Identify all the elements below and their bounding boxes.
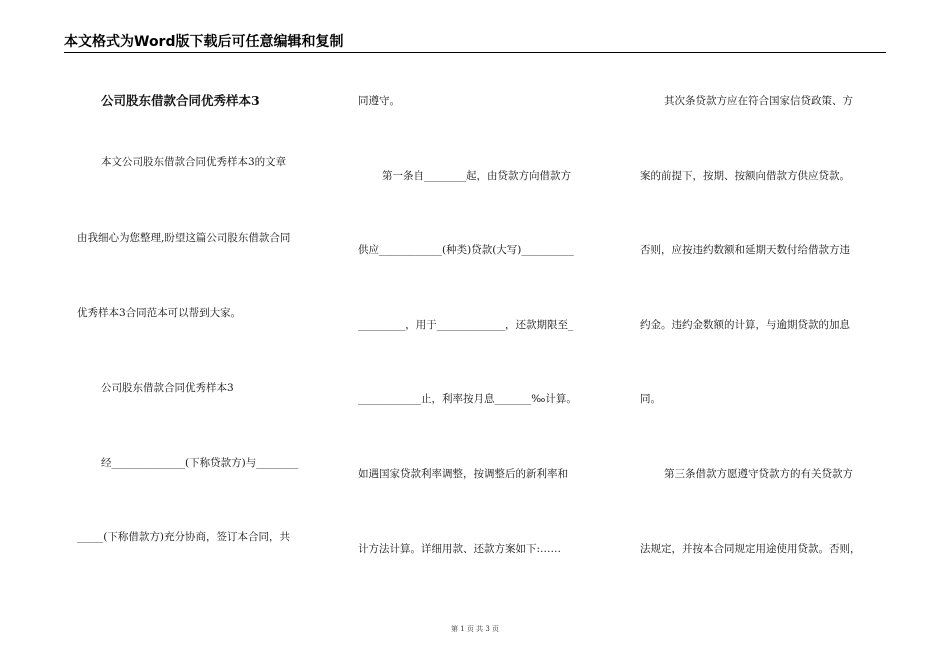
paragraph-line: 第一条自________起，由贷款方向借款方 (382, 170, 571, 182)
paragraph-line: 约金。违约金数额的计算，与逾期贷款的加息 (640, 319, 850, 331)
paragraph-line: _________，用于_____________，还款期限至_ (358, 319, 574, 331)
paragraph-line: 本文公司股东借款合同优秀样本3的文章 (101, 156, 287, 168)
paragraph-line: ____________止，利率按月息_______‰计算。 (358, 393, 577, 405)
paragraph-line: 由我细心为您整理,盼望这篇公司股东借款合同 (77, 232, 291, 244)
paragraph-line: 经______________(下称贷款方)与________ (101, 457, 299, 469)
header-divider (64, 52, 886, 53)
paragraph-line: 其次条贷款方应在符合国家信贷政策、方 (664, 95, 853, 107)
document-title: 公司股东借款合同优秀样本3 (101, 93, 260, 108)
paragraph-line: 公司股东借款合同优秀样本3 (101, 382, 234, 394)
paragraph-line: 同。 (640, 393, 661, 405)
paragraph-line: 供应____________(种类)贷款(大写)__________ (358, 244, 574, 256)
document-header: 本文格式为Word版下载后可任意编辑和复制 (64, 34, 344, 50)
paragraph-line: 案的前提下，按期、按额向借款方供应贷款。 (640, 170, 850, 182)
page-number: 第 1 页 共 3 页 (450, 625, 500, 633)
paragraph-line: 如遇国家贷款利率调整，按调整后的新利率和 (358, 468, 568, 480)
paragraph-line: _____(下称借款方)充分协商，签订本合同，共 (77, 531, 290, 543)
paragraph-line: 法规定，并按本合同规定用途使用贷款。否则， (640, 543, 861, 555)
paragraph-line: 优秀样本3合同范本可以帮到大家。 (77, 307, 242, 319)
paragraph-line: 第三条借款方愿遵守贷款方的有关贷款方 (664, 468, 853, 480)
paragraph-line: 否则，应按违约数额和延期天数付给借款方违 (640, 244, 850, 256)
paragraph-line: 同遵守。 (358, 95, 400, 107)
paragraph-line: 计方法计算。详细用款、还款方案如下:…… (358, 543, 562, 555)
